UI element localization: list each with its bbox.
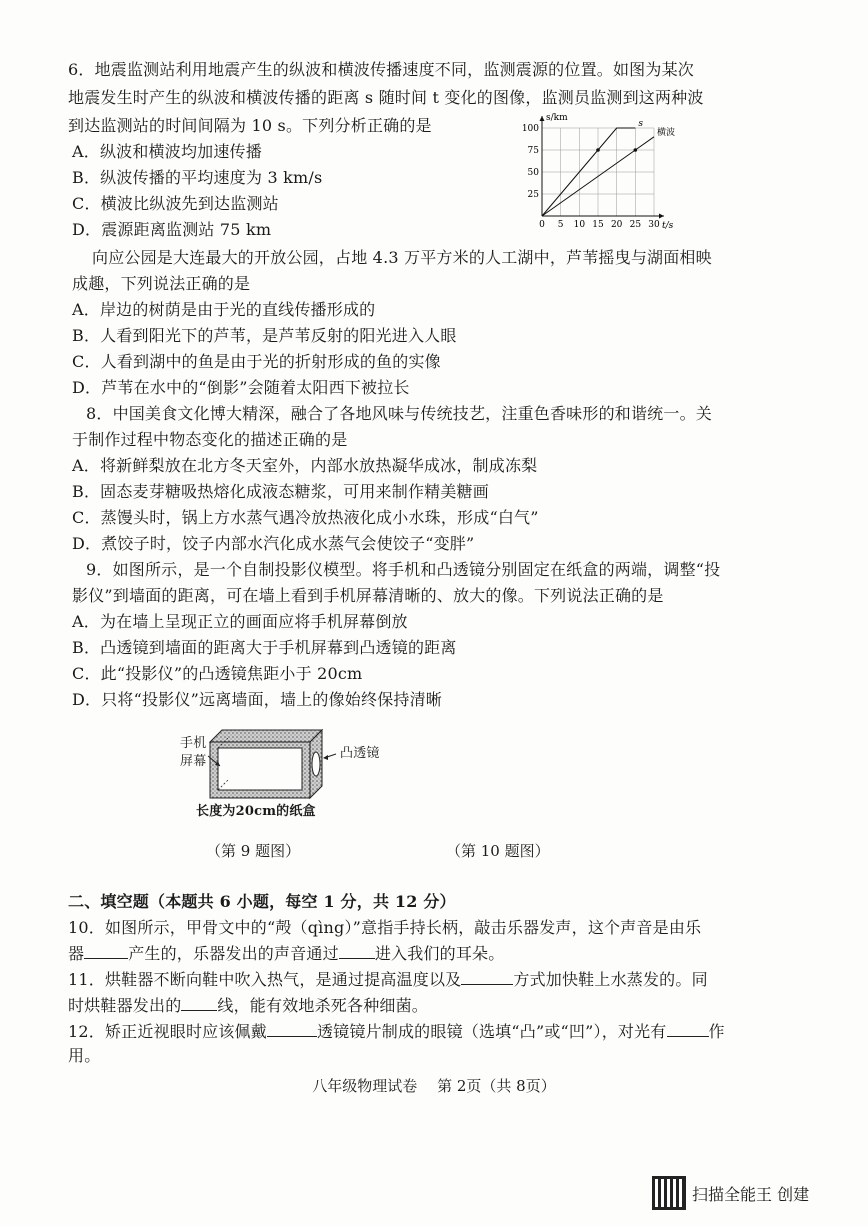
fig9-box-label: 长度为20cm的纸盒 <box>196 804 316 819</box>
q6-option-d: D．震源距离监测站 75 km <box>72 220 272 239</box>
x-tick-label: 10 <box>573 220 586 230</box>
q11-blank-2[interactable] <box>181 996 217 1011</box>
fig9-phone-label-2: 屏幕 <box>180 754 207 769</box>
data-point <box>596 148 600 152</box>
data-point <box>634 148 638 152</box>
q8-stem-line-2: 于制作过程中物态变化的描述正确的是 <box>72 430 348 449</box>
q7-stem-line-1: 向应公园是大连最大的开放公园，占地 4.3 万平方米的人工湖中，芦苇摇曳与湖面相映 <box>92 248 712 267</box>
q6-option-a: A．纵波和横波均加速传播 <box>72 142 262 161</box>
q8-option-c: C．蒸馒头时，锅上方水蒸气遇冷放热液化成小水珠，形成“白气” <box>72 508 539 527</box>
q9-stem-line-2: 影仪”到墙面的距离，可在墙上看到手机屏幕清晰的、放大的像。下列说法正确的是 <box>72 586 664 605</box>
x-tick-label: 25 <box>629 220 642 230</box>
fig9-lens-label: 凸透镜 <box>340 746 380 761</box>
x-axis-label: t/s <box>662 221 674 231</box>
q12-text-c: 作 <box>708 1022 725 1041</box>
q9-option-d: D．只将“投影仪”远离墙面，墙上的像始终保持清晰 <box>72 690 442 709</box>
fig9-caption: （第 9 题图） <box>206 842 301 860</box>
q11-text-d: 线，能有效地杀死各种细菌。 <box>217 996 429 1015</box>
q8-option-a: A．将新鲜梨放在北方冬天室外，内部水放热凝华成冰，制成冻梨 <box>72 456 538 475</box>
q11-line-2 <box>68 996 428 1016</box>
q6-option-c: C．横波比纵波先到达监测站 <box>72 194 279 213</box>
q11-blank-1[interactable] <box>461 970 513 985</box>
q11-line-1 <box>68 970 708 990</box>
x-tick-label: 0 <box>539 220 545 230</box>
page-footer: 八年级物理试卷 第 2页（共 8页） <box>312 1077 556 1095</box>
y-tick-label: 50 <box>527 168 539 178</box>
q12-blank-2[interactable] <box>667 1022 709 1037</box>
fig10-caption: （第 10 题图） <box>446 842 550 860</box>
fig9-phone-label-1: 手机 <box>180 736 207 751</box>
series-label-1: s <box>638 119 643 129</box>
scanner-badge <box>652 1176 809 1210</box>
y-tick-label: 100 <box>521 124 539 134</box>
q7-option-d: D．芦苇在水中的“倒影”会随着太阳西下被拉长 <box>72 378 410 397</box>
y-axis-label: s/km <box>546 113 568 123</box>
q7-stem-line-2: 成趣，下列说法正确的是 <box>72 274 251 293</box>
q10-line-2 <box>68 944 504 964</box>
q12-blank-1[interactable] <box>267 1022 317 1037</box>
q12-text-a: 12．矫正近视眼时应该佩戴 <box>68 1022 267 1041</box>
q6-stem-line-1: 6．地震监测站利用地震产生的纵波和横波传播速度不同，监测震源的位置。如图为某次 <box>68 60 694 79</box>
x-axis-arrow <box>659 214 664 219</box>
q6-stem-line-2: 地震发生时产生的纵波和横波传播的距离 s 随时间 t 变化的图像，监测员监测到这两种波 <box>68 88 704 107</box>
y-tick-label: 25 <box>527 190 539 200</box>
q10-blank-1[interactable] <box>84 944 128 959</box>
q11-text-a: 11．烘鞋器不断向鞋中吹入热气，是通过提高温度以及 <box>68 970 462 989</box>
q9-option-b: B．凸透镜到墙面的距离大于手机屏幕到凸透镜的距离 <box>72 638 457 657</box>
section2-heading: 二、填空题（本题共 6 小题，每空 1 分，共 12 分） <box>68 892 456 911</box>
q8-option-d: D．煮饺子时，饺子内部水汽化成水蒸气会使饺子“变胖” <box>72 534 475 553</box>
wave-distance-time-chart <box>516 112 676 236</box>
x-tick-label: 30 <box>648 220 660 230</box>
q10-blank-2[interactable] <box>339 944 375 959</box>
q12-line-2: 用。 <box>68 1046 101 1065</box>
q9-option-a: A．为在墙上呈现正立的画面应将手机屏幕倒放 <box>72 612 408 631</box>
x-tick-label: 5 <box>557 220 564 230</box>
q8-stem-line-1: 8．中国美食文化博大精深，融合了各地风味与传统技艺，注重色香味形的和谐统一。关 <box>86 404 712 423</box>
q7-option-c: C．人看到湖中的鱼是由于光的折射形成的鱼的实像 <box>72 352 441 371</box>
scanner-badge-text: 扫描全能王 创建 <box>692 1184 810 1204</box>
series-label-2: 横波 <box>657 127 676 138</box>
q12-text-b: 透镜镜片制成的眼镜（选填“凸”或“凹”），对光有 <box>316 1022 667 1041</box>
q10-text-a: 器 <box>68 944 85 963</box>
q9-stem-line-1: 9．如图所示，是一个自制投影仪模型。将手机和凸透镜分别固定在纸盒的两端，调整“投 <box>86 560 721 579</box>
q12-line-1 <box>68 1022 725 1042</box>
q7-option-b: B．人看到阳光下的芦苇，是芦苇反射的阳光进入人眼 <box>72 326 457 345</box>
y-axis-arrow <box>540 116 545 121</box>
q8-option-b: B．固态麦芽糖吸热熔化成液态糖浆，可用来制作精美糖画 <box>72 482 489 501</box>
q11-text-c: 时烘鞋器发出的 <box>68 996 182 1015</box>
q9-option-c: C．此“投影仪”的凸透镜焦距小于 20cm <box>72 664 363 683</box>
x-tick-label: 15 <box>592 220 604 230</box>
q10-text-c: 进入我们的耳朵。 <box>374 944 505 963</box>
q7-option-a: A．岸边的树荫是由于光的直线传播形成的 <box>72 300 376 319</box>
q6-stem-line-3: 到达监测站的时间间隔为 10 s。下列分析正确的是 <box>68 116 432 135</box>
q10-text-b: 产生的，乐器发出的声音通过 <box>128 944 339 963</box>
y-tick-label: 75 <box>527 146 539 156</box>
q6-option-b: B．纵波传播的平均速度为 3 km/s <box>72 168 323 187</box>
q11-text-b: 方式加快鞋上水蒸发的。同 <box>513 970 708 989</box>
q10-line-1: 10．如图所示，甲骨文中的“殸（qìng）”意指手持长柄，敲击乐器发声，这个声音是由乐 <box>68 918 702 937</box>
qr-code-icon <box>652 1176 686 1210</box>
x-tick-label: 20 <box>610 220 623 230</box>
